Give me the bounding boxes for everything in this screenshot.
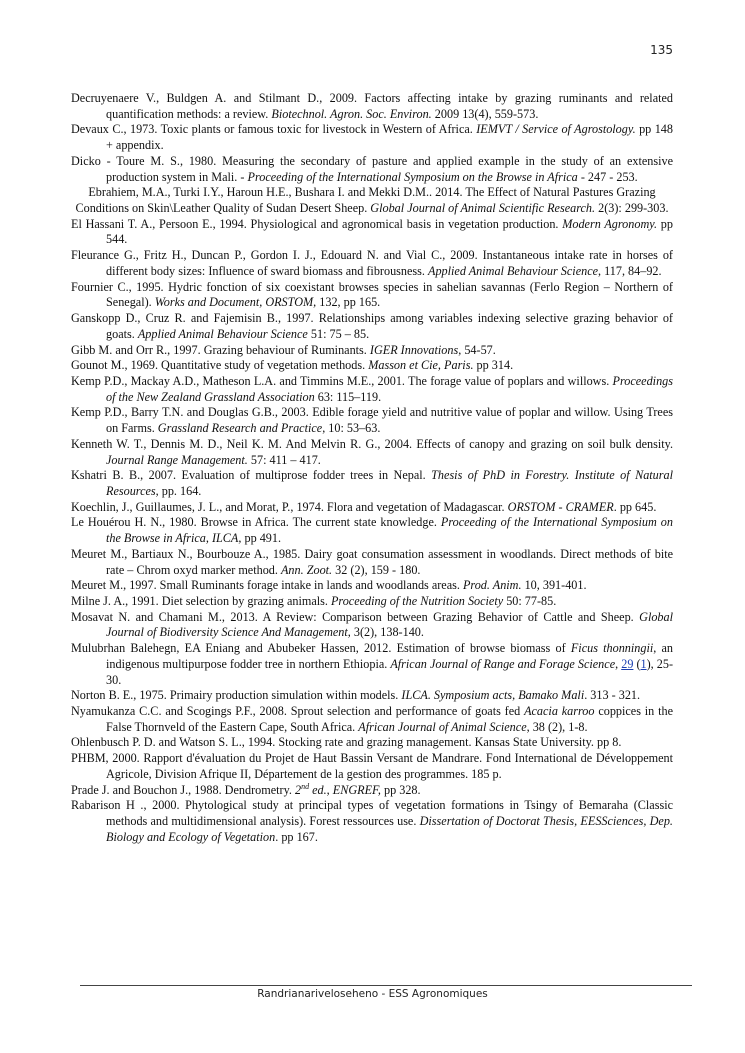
reference-text: Ohlenbusch P. D. and Watson S. L., 1994. Stocking rate and grazing management. Kansas State University. pp 8. xyxy=(71,735,622,750)
reference-entry xyxy=(71,704,673,735)
citation-link[interactable]: 29 xyxy=(621,656,634,671)
italic-text: Applied Animal Behaviour Science xyxy=(428,263,599,278)
reference-text: Norton B. E., 1975. Primairy production simulation within models. xyxy=(71,688,402,703)
italic-text: Dissertation of Doctorat Thesis, EESSciences, Dep. Biology and Ecology of Vegetation xyxy=(106,814,673,844)
reference-text: Gibb M. and Orr R., 1997. Grazing behaviour of Ruminants. xyxy=(71,342,370,357)
italic-text: Ficus thonningii xyxy=(570,641,654,656)
italic-text: Acacia karroo xyxy=(524,704,595,719)
reference-text: 50: 77-85. xyxy=(503,594,557,608)
italic-text: African Journal of Animal Science xyxy=(358,719,527,734)
reference-text: Dicko - Toure M. S., 1980. Measuring the secondary of pasture and applied example in the study of an extensive production system in Mali. - xyxy=(71,153,673,184)
reference-text: pp. 164. xyxy=(158,483,202,498)
reference-entry xyxy=(71,798,673,845)
reference-text: ( xyxy=(633,656,641,671)
italic-text: Global Journal of Animal Scientific Research. xyxy=(370,201,596,216)
italic-text: ed., ENGREF, xyxy=(309,782,381,797)
reference-text: Kemp P.D., Mackay A.D., Matheson L.A. and Timmins M.E., 2001. The forage value of poplars and willows. xyxy=(71,373,613,388)
reference-text: pp 314. xyxy=(473,358,514,373)
reference-entry xyxy=(71,122,673,153)
italic-text: ORSTOM - CRAMER xyxy=(507,499,614,514)
reference-text: Devaux C., 1973. Toxic plants or famous toxic for livestock in Western of Africa. xyxy=(71,122,477,137)
reference-entry xyxy=(71,610,673,641)
reference-text: Fleurance G., Fritz H., Duncan P., Gordon I. J., Edouard N. and Vial C., 2009. Instantaneous intake rate in horses of different body sizes: Influence of sward biomass and fibrousness. xyxy=(71,248,673,278)
reference-entry xyxy=(71,751,673,782)
reference-entry xyxy=(71,783,673,799)
reference-entry xyxy=(71,500,673,516)
reference-text: Koechlin, J., Guillaumes, J. L., and Morat, P., 1974. Flora and vegetation of Madagascar. xyxy=(71,499,508,514)
reference-text: Nyamukanza C.C. and Scogings P.F., 2008. Sprout selection and performance of goats fed xyxy=(71,704,525,719)
italic-text: Proceeding of the International Symposium on the Browse in Africa, ILCA, xyxy=(106,515,673,546)
reference-entry xyxy=(71,217,673,248)
reference-text: , xyxy=(615,656,622,671)
reference-entry xyxy=(71,515,673,546)
reference-text: , 10: 53–63. xyxy=(322,421,381,436)
reference-text: Decruyenaere V., Buldgen A. and Stilmant D., 2009. Factors affecting intake by grazing ruminants and related quantification methods: a review. xyxy=(71,91,673,121)
italic-text: Proceeding of the International Symposium on the Browse in Africa xyxy=(247,169,578,184)
reference-text: 3(2), 138-140. xyxy=(350,625,424,640)
reference-text: Prade J. and Bouchon J., 1988. Dendrometry. xyxy=(71,782,295,797)
reference-entry xyxy=(71,437,673,468)
reference-text: , 117, 84–92. xyxy=(598,263,662,278)
reference-text: Kenneth W. T., Dennis M. D., Neil K. M. And Melvin R. G., 2004. Effects of canopy and grazing on soil bulk density. xyxy=(71,436,673,451)
reference-text: , 54-57. xyxy=(458,342,496,357)
reference-text: PHBM, 2000. Rapport d'évaluation du Projet de Haut Bassin Versant de Mandrare. Fond International de Développement Agricole, Division Afrique II, Département de la gestion des programmes. 185 p. xyxy=(71,751,673,781)
italic-text: 2 xyxy=(294,782,302,797)
footer-divider xyxy=(80,985,692,986)
italic-text: Grassland Research and Practice xyxy=(157,421,323,436)
reference-text: ), 25-30. xyxy=(106,656,674,687)
reference-text: Le Houérou H. N., 1980. Browse in Africa. The current state knowledge. xyxy=(71,515,441,530)
reference-entry xyxy=(71,468,673,499)
reference-text: Kshatri B. B., 2007. Evaluation of multiprose fodder trees in Nepal. xyxy=(71,468,432,483)
italic-text: IGER Innovations xyxy=(369,342,459,357)
reference-text: 63: 115–119. xyxy=(314,389,382,404)
italic-text: Global Journal of Biodiversity Science And Management, xyxy=(106,609,673,640)
reference-text: pp 328. xyxy=(380,782,421,797)
reference-text: , an indigenous multipurpose fodder tree in northern Ethiopia. xyxy=(106,641,674,671)
italic-text: IEMVT / Service of Agrostology. xyxy=(476,122,636,137)
reference-entry xyxy=(71,641,673,688)
reference-text: Ebrahiem, M.A., Turki I.Y., Haroun H.E., Bushara I. and Mekki D.M.. 2014. The Effect of Natural Pastures Grazing Conditions on Skin\Leather Quality of Sudan Desert Sheep. xyxy=(75,185,656,216)
reference-entry xyxy=(71,547,673,578)
page-number: 135 xyxy=(650,43,673,57)
reference-entry xyxy=(71,735,673,751)
italic-text: Prod. Anim. xyxy=(462,578,522,593)
italic-text: Masson et Cie, Paris. xyxy=(368,358,474,373)
reference-text: 51: 75 – 85. xyxy=(307,326,370,341)
italic-text: ILCA. Symposium acts, Bamako Mali xyxy=(401,688,585,703)
reference-entry xyxy=(71,688,673,704)
italic-text: Works and Document, ORSTOM, xyxy=(154,295,317,310)
italic-text: Proceedings of the New Zealand Grassland Association xyxy=(106,373,673,404)
reference-entry xyxy=(71,358,673,374)
reference-text: Kemp P.D., Barry T.N. and Douglas G.B., 2003. Edible forage yield and nutritive value of poplar and willow. Using Trees on Farms. xyxy=(71,405,673,436)
reference-text: El Hassani T. A., Persoon E., 1994. Physiological and agronomical basis in vegetation production. xyxy=(71,216,563,231)
reference-text: pp 491. xyxy=(241,531,282,546)
reference-text: Gounot M., 1969. Quantitative study of vegetation methods. xyxy=(71,358,369,373)
reference-entry xyxy=(71,343,673,359)
reference-entry xyxy=(71,374,673,405)
reference-text: - 247 - 253. xyxy=(577,169,638,184)
reference-text: Fournier C., 1995. Hydric fonction of six coexistant browses species in sahelian savannas (Ferlo Region – Northern of Senegal). xyxy=(71,279,673,310)
reference-text: Mulubrhan Balehegn, EA Eniang and Abubeker Hassen, 2012. Estimation of browse biomass of xyxy=(71,641,571,656)
reference-text: Meuret M., Bartiaux N., Bourbouze A., 1985. Dairy goat consumation assessment in woodlands. Direct methods of bite rate – Chrom oxyd marker method. xyxy=(71,546,673,577)
reference-text: Mosavat N. and Chamani M., 2013. A Review: Comparison between Grazing Behavior of Cattle and Sheep. xyxy=(71,609,640,624)
reference-text: pp 544. xyxy=(106,216,673,247)
reference-text: 57: 411 – 417. xyxy=(247,452,321,467)
reference-text: Meuret M., 1997. Small Ruminants forage intake in lands and woodlands areas. xyxy=(71,578,463,593)
reference-list xyxy=(71,91,673,846)
reference-text: 10, 391-401. xyxy=(521,578,587,593)
reference-text: pp 148 + appendix. xyxy=(106,122,673,153)
citation-link[interactable]: 1 xyxy=(640,656,647,671)
reference-entry xyxy=(71,248,673,279)
italic-text: Modern Agronomy. xyxy=(562,216,658,231)
reference-entry xyxy=(71,91,673,122)
reference-text: , 38 (2), 1-8. xyxy=(526,719,588,734)
reference-text: coppices in the False Thornveld of the Eastern Cape, South Africa. xyxy=(106,704,674,734)
reference-entry xyxy=(71,154,673,185)
reference-text: 32 (2), 159 - 180. xyxy=(332,562,421,577)
reference-text: Milne J. A., 1991. Diet selection by grazing animals. xyxy=(71,594,331,608)
reference-text: . pp 167. xyxy=(275,829,318,844)
reference-text: Ganskopp D., Cruz R. and Fajemisin B., 1997. Relationships among variables indexing selective grazing behavior of goats. xyxy=(71,311,673,341)
reference-text: 132, pp 165. xyxy=(316,295,381,310)
reference-entry xyxy=(71,311,673,342)
italic-text: Journal Range Management. xyxy=(106,452,248,467)
italic-text: Proceeding of the Nutrition Society xyxy=(330,594,504,608)
reference-entry xyxy=(71,405,673,436)
reference-text: . 313 - 321. xyxy=(584,688,641,703)
reference-text: 2(3): 299-303. xyxy=(595,201,669,216)
italic-text: Biotechnol. Agron. Soc. Environ. xyxy=(271,106,432,121)
italic-text: African Journal of Range and Forage Science xyxy=(390,656,616,671)
italic-text: Ann. Zoot. xyxy=(280,562,333,577)
reference-entry xyxy=(71,578,673,594)
superscript-text: nd xyxy=(301,781,310,791)
italic-text: Thesis of PhD in Forestry. Institute of Natural Resources, xyxy=(106,468,673,498)
reference-entry xyxy=(71,594,673,610)
reference-text: . pp 645. xyxy=(613,499,657,514)
italic-text: Applied Animal Behaviour Science xyxy=(137,326,308,341)
reference-entry xyxy=(71,280,673,311)
footer-author: Randrianariveloseheno - ESS Agronomiques xyxy=(257,988,488,1000)
reference-text: 2009 13(4), 559-573. xyxy=(431,106,539,121)
reference-entry xyxy=(71,185,673,216)
reference-text: Rabarison H ., 2000. Phytological study at principal types of vegetation formations in Tsingy of Bemaraha (Classic methods and multidimensional analysis). Forest ressources use. xyxy=(71,798,673,829)
